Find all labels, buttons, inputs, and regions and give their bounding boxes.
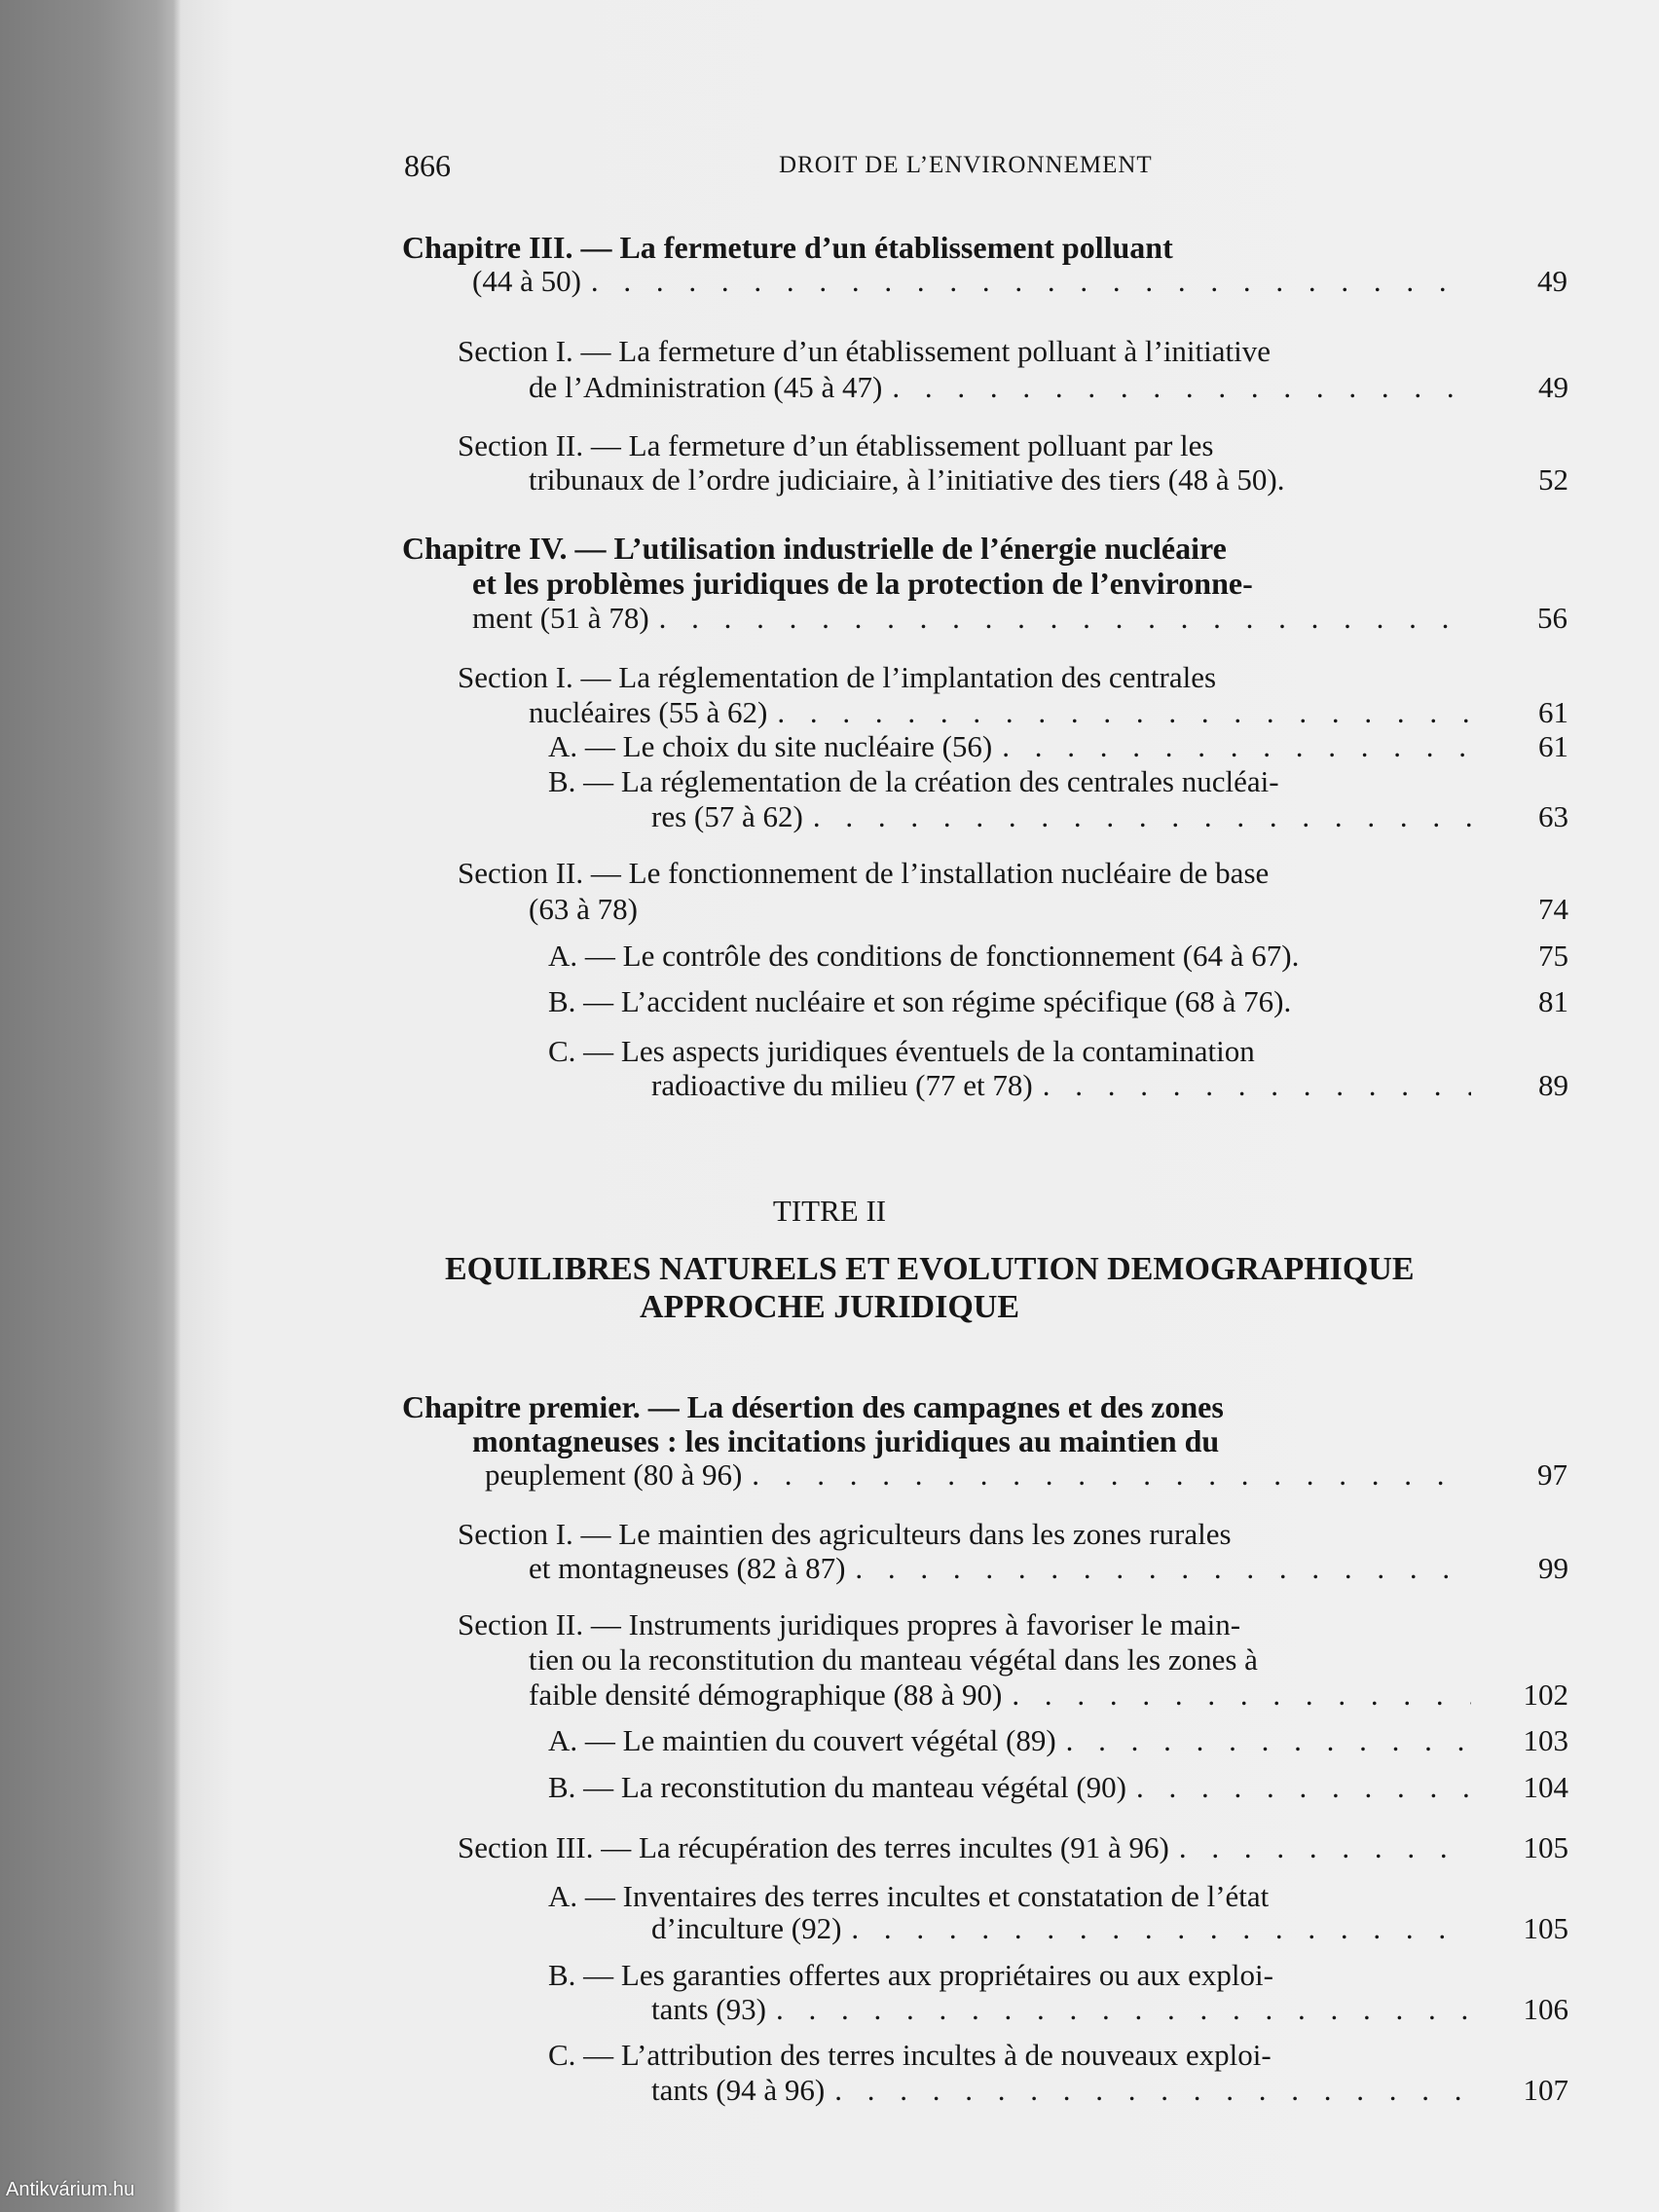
toc-entry-continuation: d’inculture (92)	[651, 1911, 842, 1945]
toc-chapter-4[interactable]	[472, 601, 1567, 636]
toc-entry-continuation: nucléaires (55 à 62)	[529, 695, 768, 729]
toc-entry-continuation: ment (51 à 78)	[472, 601, 649, 635]
toc-page-number: 99	[1538, 1551, 1568, 1585]
toc-page-number: 61	[1538, 695, 1568, 729]
toc-entry-label: B. — L’accident nucléaire et son régime spécifique (68 à 76).	[548, 984, 1292, 1018]
toc-section-1-title: Section I. — Le maintien des agriculteurs dans les zones rurales	[458, 1517, 1232, 1551]
leader-dots	[1066, 1723, 1471, 1758]
leader-dots	[1043, 1068, 1471, 1103]
toc-subsection-b[interactable]	[548, 1770, 1568, 1805]
toc-section-1-title: Section I. — La réglementation de l’implantation des centrales	[458, 660, 1217, 694]
toc-chapter-4-title: Chapitre IV. — L’utilisation industrielle de l’énergie nucléaire	[402, 531, 1227, 566]
toc-subsection-c-title: C. — L’attribution des terres incultes à de nouveaux exploi-	[548, 2038, 1272, 2072]
toc-chapter-1-title-cont: montagneuses : les incitations juridiques au maintien du	[472, 1423, 1220, 1458]
toc-page-number: 106	[1523, 1992, 1568, 2026]
toc-page-number: 107	[1523, 2073, 1568, 2107]
toc-entry-continuation: (63 à 78)	[529, 892, 638, 926]
toc-section-2-title-cont: tien ou la reconstitution du manteau végétal dans les zones à	[529, 1642, 1258, 1677]
toc-entry-continuation: peuplement (80 à 96)	[485, 1457, 743, 1492]
toc-entry-continuation: faible densité démographique (88 à 90)	[529, 1677, 1003, 1712]
toc-section-1-title: Section I. — La fermeture d’un établissement polluant à l’initiative	[458, 334, 1272, 368]
toc-chapter-1[interactable]	[485, 1457, 1567, 1493]
leader-dots	[851, 1911, 1471, 1946]
toc-section-1[interactable]	[529, 1551, 1568, 1586]
toc-entry-continuation: tants (94 à 96)	[651, 2073, 826, 2107]
toc-page-number: 56	[1537, 601, 1567, 635]
running-title: DROIT DE L’ENVIRONNEMENT	[779, 152, 1153, 178]
toc-subsection-a[interactable]	[548, 1723, 1568, 1758]
leader-dots	[752, 1457, 1470, 1493]
toc-subsection-a[interactable]	[548, 939, 1568, 974]
toc-page-number: 49	[1537, 264, 1567, 298]
toc-entry-label: A. — Le choix du site nucléaire (56)	[548, 729, 993, 763]
toc-subsection-b[interactable]	[651, 1992, 1568, 2027]
toc-subsection-b-title: B. — Les garanties offertes aux propriétaires ou aux exploi-	[548, 1958, 1273, 1992]
toc-entry-label: B. — La reconstitution du manteau végétal (90)	[548, 1770, 1126, 1804]
leader-dots	[777, 695, 1471, 730]
leader-dots	[1012, 1677, 1471, 1713]
watermark: Antikvárium.hu	[6, 2179, 135, 2200]
toc-page-number: 104	[1523, 1770, 1568, 1804]
toc-subsection-c[interactable]	[651, 2073, 1568, 2108]
toc-subsection-a-title: A. — Inventaires des terres incultes et constatation de l’état	[548, 1879, 1270, 1913]
page-number: 866	[404, 148, 451, 183]
toc-section-2[interactable]	[529, 892, 1568, 927]
leader-dots	[591, 264, 1470, 299]
titre-heading-2: APPROCHE JURIDIQUE	[639, 1289, 1020, 1325]
leader-dots	[776, 1992, 1471, 2027]
toc-entry-continuation: tants (93)	[651, 1992, 766, 2026]
toc-page-number: 61	[1538, 729, 1568, 763]
toc-entry-continuation: de l’Administration (45 à 47)	[529, 370, 883, 404]
toc-entry-continuation: et montagneuses (82 à 87)	[529, 1551, 846, 1585]
toc-chapter-3-title: Chapitre III. — La fermeture d’un établissement polluant	[402, 230, 1173, 265]
leader-dots	[892, 370, 1471, 405]
toc-page-number: 81	[1538, 984, 1568, 1018]
leader-dots	[813, 799, 1471, 834]
toc-entry-continuation: res (57 à 62)	[651, 799, 803, 833]
toc-page-number: 105	[1523, 1911, 1568, 1945]
toc-section-2-title: Section II. — Instruments juridiques propres à favoriser le main-	[458, 1607, 1241, 1641]
toc-section-3[interactable]	[458, 1830, 1568, 1865]
toc-subsection-b[interactable]	[651, 799, 1568, 834]
toc-section-2[interactable]	[529, 462, 1568, 498]
leader-dots	[1179, 1830, 1471, 1865]
toc-chapter-3[interactable]	[472, 264, 1567, 299]
toc-subsection-b[interactable]	[548, 984, 1568, 1019]
toc-page-number: 52	[1538, 462, 1568, 497]
titre-heading-1: EQUILIBRES NATURELS ET EVOLUTION DEMOGRAPHIQUE	[445, 1251, 1415, 1287]
toc-page-number: 97	[1537, 1457, 1567, 1492]
toc-page-number: 75	[1538, 939, 1568, 973]
toc-page-number: 74	[1538, 892, 1568, 926]
leader-dots	[834, 2073, 1471, 2108]
toc-section-2-title: Section II. — La fermeture d’un établissement polluant par les	[458, 428, 1214, 462]
toc-page-number: 63	[1538, 799, 1568, 833]
toc-section-1[interactable]	[529, 370, 1568, 405]
toc-section-1[interactable]	[529, 695, 1568, 730]
toc-chapter-1-title: Chapitre premier. — La désertion des campagnes et des zones	[402, 1389, 1224, 1424]
toc-entry-continuation: tribunaux de l’ordre judiciaire, à l’initiative des tiers (48 à 50).	[529, 462, 1285, 497]
leader-dots	[1136, 1770, 1471, 1805]
leader-dots	[659, 601, 1470, 636]
toc-entry-label: A. — Le maintien du couvert végétal (89)	[548, 1723, 1056, 1757]
toc-section-2-title: Section II. — Le fonctionnement de l’installation nucléaire de base	[458, 856, 1270, 890]
toc-entry-continuation: (44 à 50)	[472, 264, 581, 298]
toc-page-number: 49	[1538, 370, 1568, 404]
toc-entry-continuation: radioactive du milieu (77 et 78)	[651, 1068, 1033, 1102]
toc-subsection-c-title: C. — Les aspects juridiques éventuels de la contamination	[548, 1034, 1255, 1068]
leader-dots	[1002, 729, 1471, 764]
toc-subsection-c[interactable]	[651, 1068, 1568, 1103]
toc-page-number: 105	[1523, 1830, 1568, 1864]
toc-page-number: 103	[1523, 1723, 1568, 1757]
toc-entry-label: Section III. — La récupération des terres incultes (91 à 96)	[458, 1830, 1169, 1864]
toc-section-2[interactable]	[529, 1677, 1568, 1713]
titre-number: TITRE II	[772, 1194, 887, 1228]
toc-subsection-a[interactable]	[651, 1911, 1568, 1946]
toc-page-number: 89	[1538, 1068, 1568, 1102]
toc-entry-label: A. — Le contrôle des conditions de fonctionnement (64 à 67).	[548, 939, 1300, 973]
toc-chapter-4-title-cont: et les problèmes juridiques de la protection de l’environne-	[472, 566, 1253, 601]
toc-subsection-a[interactable]	[548, 729, 1568, 764]
toc-page-number: 102	[1523, 1677, 1568, 1712]
toc-subsection-b-title: B. — La réglementation de la création des centrales nucléai-	[548, 764, 1279, 798]
leader-dots	[855, 1551, 1471, 1586]
